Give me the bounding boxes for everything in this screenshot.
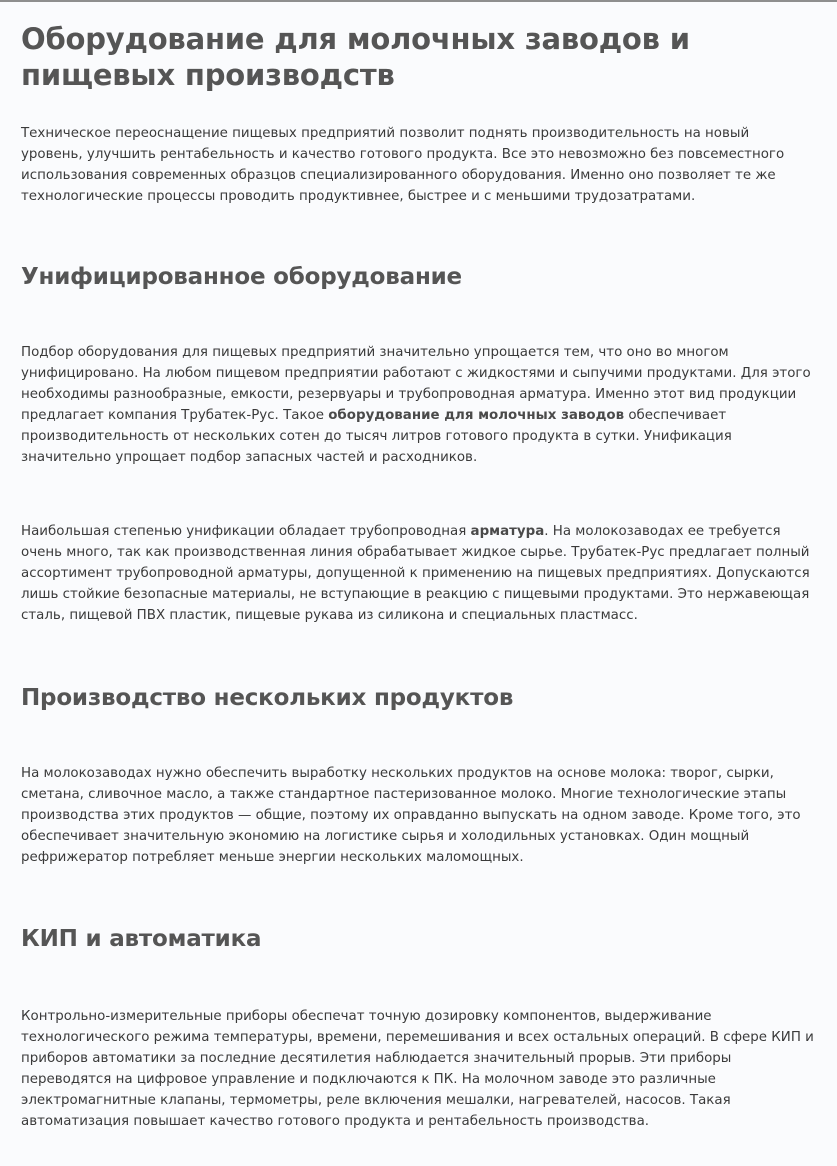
paragraph-instrumentation-automation: Контрольно-измерительные приборы обеспечат точную дозировку компонентов, выдерживание технологического режима температуры, времени, перемешивания и всех остальных операций. В сфере КИП и приборов автоматики за последние десятилетия наблюдается значительный прорыв. Эти приборы переводятся на цифровое управление и подключаются к ПК. На молочном заводе это различные электромагнитные клапаны, термометры, реле включения мешалки, нагревателей, насосов. Такая автоматизация повышает качество готового продукта и рентабельность производства. <box>21 1009 814 1129</box>
text-segment: Подбор оборудования для пищевых предприятий значительно упрощается тем, что оно во многом унифицировано. На любом пищевом предприятии работают с жидкостями и сыпучими продуктами. Для этого необходимы разнообразные, емкости, резервуары и трубопроводная арматура. Именно этот вид продукции предлагает компания Трубатек-Рус. Такое <box>21 345 811 423</box>
page-title: Оборудование для молочных заводов и пищевых производств <box>21 22 690 92</box>
paragraph-multiple-products: На молокозаводах нужно обеспечить выработку нескольких продуктов на основе молока: творог, сырки, сметана, сливочное масло, а также стандартное пастеризованное молоко. Многие технологические этапы производства этих продуктов — общие, поэтому их оправданно выпускать на одном заводе. Кроме того, это обеспечивает значительную экономию на логистике сырья и холодильных установках. Один мощный рефрижератор потребляет меньше энергии нескольких маломощных. <box>21 766 801 865</box>
text-segment: . На молокозаводах ее требуется очень много, так как производственная линия обрабатывает жидкое сырье. Трубатек-Рус предлагает полный ассортимент трубопроводной арматуры, допущенной к применению на пищевых предприятиях. Допускаются лишь стойкие безопасные материалы, не вступающие в реакцию с пищевыми продуктами. Это нержавеющая сталь, пищевой ПВХ пластик, пищевые рукава из силикона и специальных пластмасс. <box>21 524 810 623</box>
bold-keyword-dairy-equipment: оборудование для молочных заводов <box>328 408 625 423</box>
bold-keyword-fittings: арматура <box>470 524 545 539</box>
text-segment: обеспечивает производительность от нескольких сотен до тысяч литров готового продукта в сутки. Унификация значительно упрощает подбор запасных частей и расходников. <box>21 408 732 465</box>
section-heading-instrumentation-automation: КИП и автоматика <box>21 926 262 952</box>
section-heading-unified-equipment: Унифицированное оборудование <box>21 264 462 290</box>
section-heading-multiple-products: Производство нескольких продуктов <box>21 685 514 711</box>
paragraph-pipe-fittings <box>21 521 815 626</box>
text-segment: Наибольшая степенью унификации обладает трубопроводная <box>21 524 471 539</box>
intro-paragraph: Техническое переоснащение пищевых предприятий позволит поднять производительность на новый уровень, улучшить рентабельность и качество готового продукта. Все это невозможно без повсеместного использования современных образцов специализированного оборудования. Именно оно позволяет те же технологические процессы проводить продуктивнее, быстрее и с меньшими трудозатратами. <box>21 126 785 204</box>
article <box>0 2 837 1132</box>
paragraph-unified-equipment-selection <box>21 342 815 468</box>
